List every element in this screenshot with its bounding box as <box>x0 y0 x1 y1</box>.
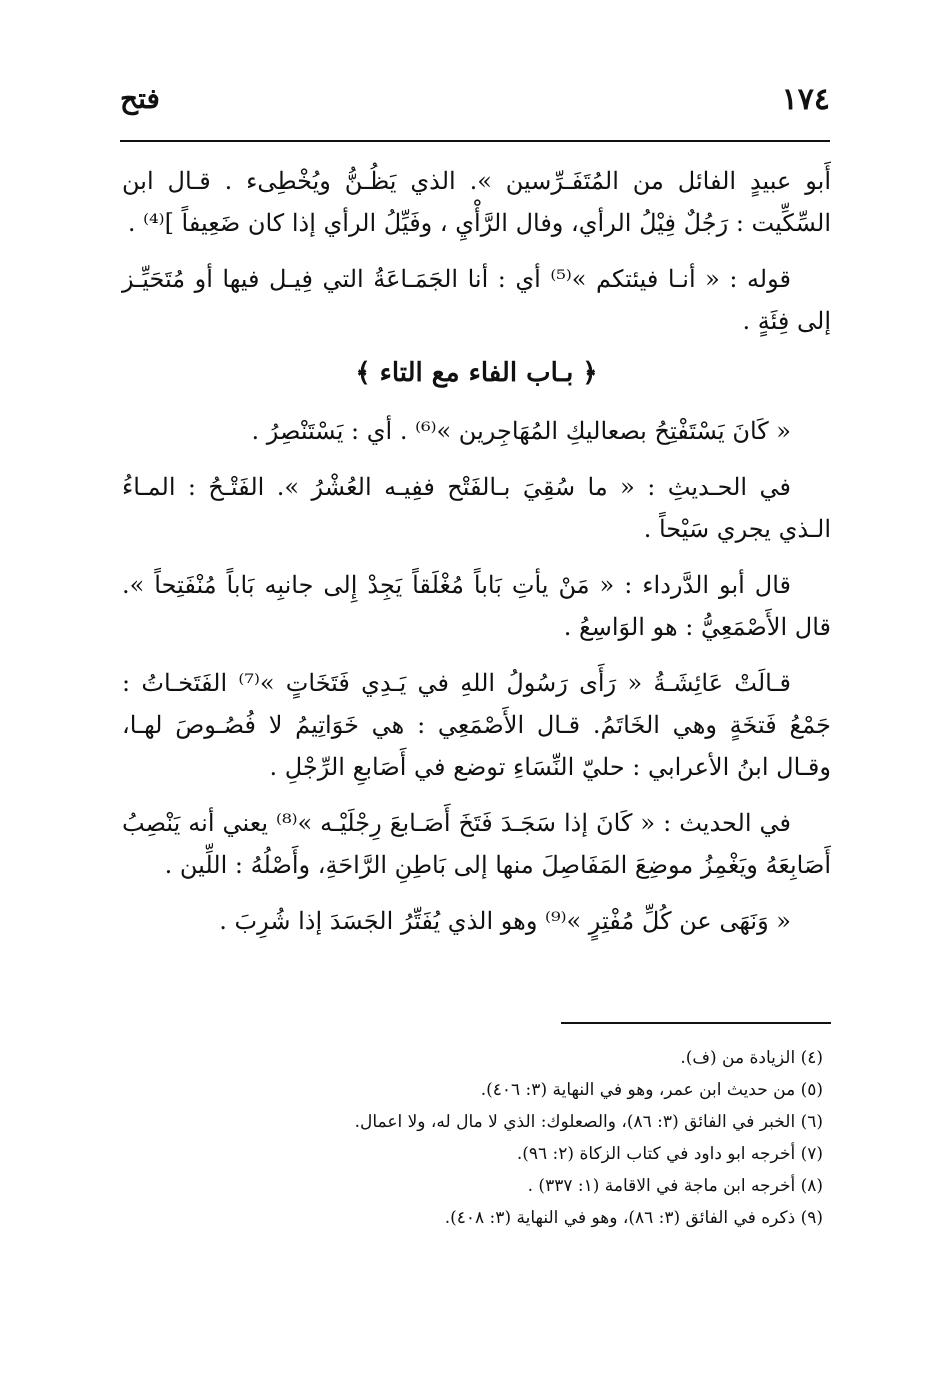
footnote-9: (٩) ذكره في الفائق (٣: ٨٦)، وهو في النهاية (٣: ٤٠٨). <box>444 1208 823 1228</box>
body-text <box>122 160 831 956</box>
header-rule <box>120 140 830 142</box>
footnote-4: (٤) الزيادة من (ف). <box>680 1048 823 1068</box>
page-header <box>120 82 830 122</box>
footnote-6: (٦) الخبر في الفائق (٣: ٨٦)، والصعلوك: الذي لا مال له، ولا اعمال. <box>354 1112 823 1132</box>
paragraph-7: في الحديث : « كَانَ إذا سَجَـدَ فَتَخَ أَصَـابعَ رِجْلَيْـه »⁽⁸⁾ يعني أنه يَنْصِبُ أَصَابِعَهُ ويَغْمِزُ موضِعَ المَفَاصِلَ منها إلى بَاطِنِ الرَّاحَةِ، وأَصْلُهُ : اللِّين . <box>122 809 831 879</box>
page-number: ١٧٤ <box>781 82 830 117</box>
paragraph-1: أَبو عبيدٍ الفائل من المُتَفَـرِّسين ». الذي يَظُـنُّ ويُخْطِىء . قـال ابن السِّكِّيت : رَجُلٌ فِيْلُ الرأي، وفال الرَّأْيِ ، وفَيِّلُ الرأي إذا كان ضَعِيفاً ]⁽⁴⁾ . <box>122 167 831 237</box>
footnotes <box>120 1042 823 1234</box>
section-heading: ﴿ بـاب الفاء مع التاء ﴾ <box>355 358 598 388</box>
paragraph-8: « وَنَهَى عن كُلِّ مُفْتِرٍ »⁽⁹⁾ وهو الذي يُفَتِّرُ الجَسَدَ إذا شُرِبَ . <box>219 907 791 935</box>
footnote-5: (٥) من حديث ابن عمر، وهو في النهاية (٣: ٤٠٦). <box>480 1080 823 1100</box>
paragraph-3: « كَانَ يَسْتَفْتِحُ بصعاليكِ المُهَاجِرين »⁽⁶⁾ . أي : يَسْتَنْصِرُ . <box>251 417 791 445</box>
footnote-rule <box>561 1022 831 1024</box>
footnote-8: (٨) أخرجه ابن ماجة في الاقامة (١: ٣٣٧) . <box>527 1176 823 1196</box>
running-head: فتح <box>120 82 160 115</box>
paragraph-4: في الحـديثِ : « ما سُقِيَ بـالفَتْح ففِيـه العُشْرُ ». الفَتْـحُ : المـاءُ الـذي يجري سَيْحاً . <box>122 473 831 543</box>
paragraph-5: قال أبو الدَّرداء : « مَنْ يأتِ بَاباً مُغْلَقاً يَجِدْ إِلى جانبِه بَاباً مُنْفَتِحاً ». قال الأَصْمَعِيُّ : هو الوَاسِعُ . <box>122 571 831 641</box>
footnote-7: (٧) أخرجه ابو داود في كتاب الزكاة (٢: ٩٦). <box>516 1144 823 1164</box>
paragraph-6: قـالَتْ عَائِشَـةُ « رَأَى رَسُولُ اللهِ في يَـدِي فَتَخَاتٍ »⁽⁷⁾ الفَتَخـاتُ : جَمْعُ فَتخَةٍ وهي الخَاتَمُ. قـال الأَصْمَعِي : هي خَوَاتِيمُ لا فُصُـوصَ لهـا، وقـال ابنُ الأعرابي : حليّ النِّسَاءِ توضع في أَصَابعِ الرِّجْلِ . <box>122 669 831 781</box>
paragraph-2: قوله : « أنـا فيئتكم »⁽⁵⁾ أي : أنا الجَمَـاعَةُ التي فِيـل فيها أو مُتَحَيِّـز إلى فِئَةٍ . <box>122 265 831 335</box>
